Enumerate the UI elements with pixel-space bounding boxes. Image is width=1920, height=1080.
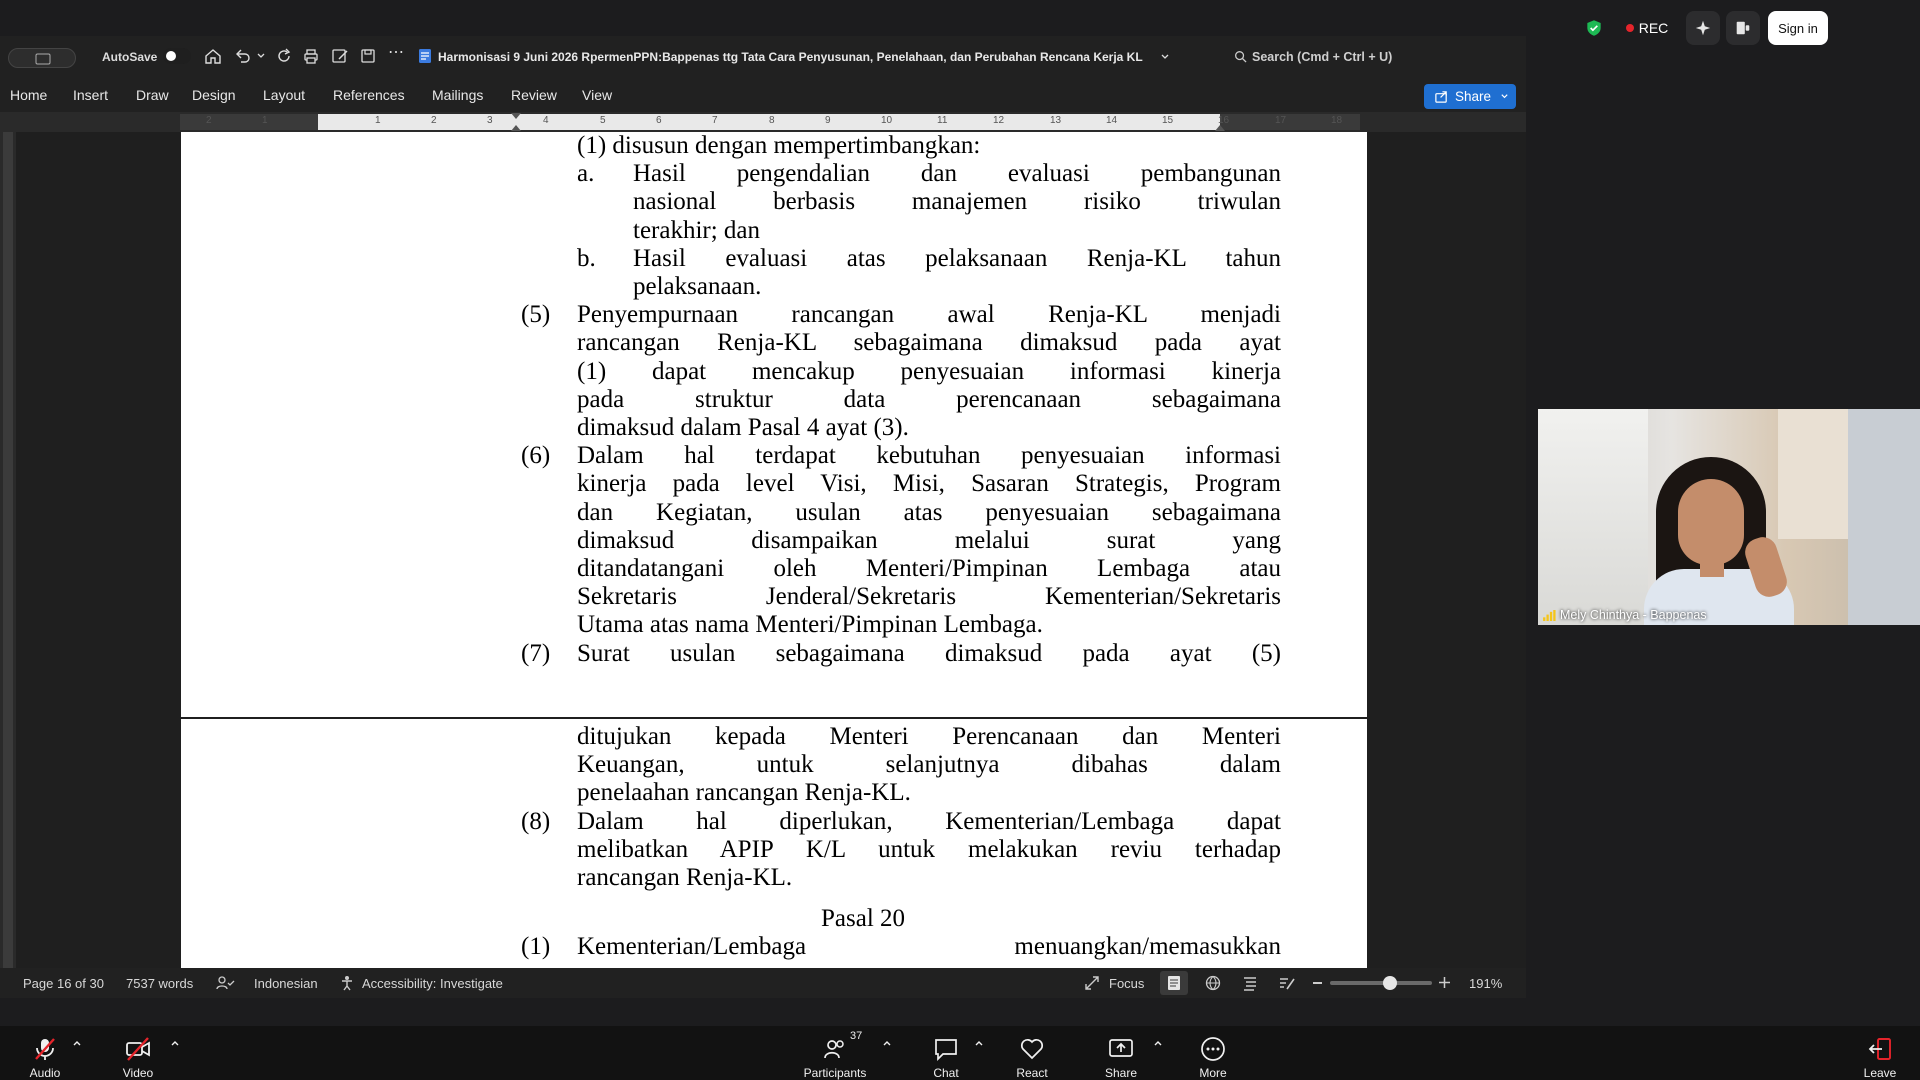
ruler-label: 2 [431, 115, 437, 126]
paragraph-line: melibatkan APIP K/L untuk melakukan reviu terhadap [577, 835, 1281, 863]
paragraph-line: penelaahan rancangan Renja-KL. [577, 779, 911, 807]
audio-options-chevron-icon[interactable] [72, 1038, 82, 1048]
focus-label[interactable]: Focus [1109, 976, 1145, 991]
react-label: React [1016, 1066, 1048, 1080]
ruler-label: 1 [262, 115, 268, 126]
tab-view[interactable]: View [582, 87, 613, 103]
document-title[interactable]: Harmonisasi 9 Juni 2026 RpermenPPN:Bappenas ttg Tata Cara Penyusunan, Penelahaan, dan Perubahan Rencana Kerja KL [438, 50, 1143, 64]
paragraph-line: Hasil pengendalian dan evaluasi pembangunan [633, 160, 1281, 188]
vertical-ruler[interactable] [0, 132, 16, 968]
autosave-label: AutoSave [102, 50, 158, 64]
participants-chevron-icon[interactable] [882, 1038, 892, 1048]
paragraph-number: (5) [521, 301, 551, 329]
more-options-icon[interactable]: ⋯ [388, 44, 404, 61]
sidebar-toggle-button[interactable] [8, 48, 76, 68]
audio-label: Audio [29, 1066, 61, 1080]
ruler-label: 1 [375, 115, 381, 126]
paragraph-line: Dalam hal terdapat kebutuhan penyesuaian informasi [577, 442, 1281, 470]
paragraph-line: Keuangan, untuk selanjutnya dibahas dalam [577, 751, 1281, 779]
paragraph-line: dimaksud disampaikan melalui surat yang [577, 526, 1281, 554]
paragraph-line: Hasil evaluasi atas pelaksanaan Renja-KL tahun [633, 244, 1281, 272]
chat-label: Chat [933, 1066, 959, 1080]
leave-button[interactable] [1860, 1026, 1900, 1080]
zoom-in-icon[interactable] [1439, 977, 1450, 988]
participants-label: Participants [803, 1066, 867, 1080]
zoom-slider[interactable] [1330, 981, 1432, 985]
share-screen-button[interactable] [1101, 1026, 1141, 1080]
title-chevron-down-icon[interactable] [1160, 52, 1170, 62]
search-icon [1234, 50, 1247, 63]
print-layout-button[interactable] [1160, 971, 1188, 995]
participants-count: 37 [850, 1030, 863, 1042]
ruler-label: 3 [487, 115, 493, 126]
tab-mailings[interactable]: Mailings [432, 87, 484, 103]
paragraph-line: ditandatangani oleh Menteri/Pimpinan Lembaga atau [577, 555, 1281, 582]
share-label: Share [1455, 89, 1492, 104]
paragraph-line: kinerja pada level Visi, Misi, Sasaran Strategis, Program [577, 470, 1281, 498]
document-canvas[interactable] [16, 132, 1526, 968]
document-page-17[interactable] [181, 719, 1367, 968]
ruler-label: 9 [825, 115, 831, 126]
autosave-toggle[interactable] [163, 48, 191, 64]
ruler-label: 16 [1218, 115, 1230, 126]
outline-view-icon[interactable] [1242, 975, 1258, 991]
paragraph-line: Sekretaris Jenderal/Sekretaris Kementerian/Sekretaris [577, 583, 1281, 611]
paragraph-number: (6) [521, 442, 551, 470]
chat-icon [933, 1036, 959, 1062]
tab-references[interactable]: References [333, 87, 405, 103]
chat-chevron-icon[interactable] [974, 1038, 984, 1048]
participant-name: Mely Chinthya - Bappenas [1560, 608, 1707, 622]
ruler-label: 13 [1050, 115, 1062, 126]
save-icon[interactable] [359, 47, 377, 65]
ai-companion-button[interactable] [1686, 11, 1720, 45]
video-options-chevron-icon[interactable] [170, 1038, 180, 1048]
more-label: More [1199, 1066, 1227, 1080]
participant-video-tile[interactable] [1538, 409, 1920, 625]
focus-icon[interactable] [1084, 975, 1100, 991]
ruler-label: 5 [600, 115, 606, 126]
home-icon[interactable] [204, 47, 222, 65]
share-screen-icon [1108, 1036, 1134, 1062]
paragraph-line: nasional berbasis manajemen risiko triwulan [633, 188, 1281, 216]
undo-icon[interactable] [233, 47, 251, 65]
share-button[interactable] [1424, 84, 1516, 109]
meeting-controls-bar [0, 1026, 1920, 1080]
proofing-icon[interactable] [215, 975, 235, 991]
apps-button[interactable] [1726, 11, 1760, 45]
ruler-label: 14 [1106, 115, 1118, 126]
paragraph-line: dan Kegiatan, usulan atas penyesuaian sebagaimana [577, 498, 1281, 526]
paragraph-line: Kementerian/Lembaga menuangkan/memasukkan [577, 933, 1281, 960]
ruler-label: 8 [769, 115, 775, 126]
ruler-label: 17 [1275, 115, 1287, 126]
share-screen-chevron-icon[interactable] [1153, 1038, 1163, 1048]
document-icon [418, 48, 432, 64]
tab-insert[interactable]: Insert [73, 87, 109, 103]
title-bar [0, 36, 1526, 78]
paragraph-line: (1) disusun dengan mempertimbangkan: [577, 132, 981, 159]
tab-layout[interactable]: Layout [263, 87, 306, 103]
document-page-16[interactable] [181, 132, 1367, 717]
paragraph-number: b. [577, 244, 596, 272]
tab-review[interactable]: Review [511, 87, 557, 103]
article-heading: Pasal 20 [821, 905, 906, 932]
paragraph-number: (8) [521, 807, 551, 835]
print-icon[interactable] [302, 47, 320, 65]
undo-dropdown-chevron-icon[interactable] [256, 51, 266, 61]
encryption-shield-icon[interactable] [1576, 11, 1612, 45]
paragraph-line: ditujukan kepada Menteri Perencanaan dan Menteri [577, 723, 1281, 750]
page-count-status[interactable]: Page 16 of 30 [23, 976, 104, 991]
paragraph-line: dimaksud dalam Pasal 4 ayat (3). [577, 414, 909, 441]
language-status[interactable]: Indonesian [254, 976, 318, 991]
zoom-out-icon[interactable] [1313, 982, 1322, 984]
ruler-label: 6 [656, 115, 662, 126]
audio-button[interactable] [24, 1026, 66, 1080]
redo-icon[interactable] [275, 47, 293, 65]
participant-name-tag [1538, 605, 1707, 625]
accessibility-status[interactable]: Accessibility: Investigate [362, 976, 503, 991]
zoom-level[interactable]: 191% [1469, 976, 1503, 991]
muted-microphone-icon [32, 1036, 58, 1062]
video-label: Video [122, 1066, 154, 1080]
right-indent-marker-icon[interactable] [1214, 120, 1226, 132]
heart-icon [1019, 1036, 1045, 1062]
share-icon [1434, 89, 1449, 104]
paragraph-line: rancangan Renja-KL sebagaimana dimaksud pada ayat [577, 329, 1281, 357]
video-off-icon [125, 1036, 151, 1062]
word-count-status[interactable]: 7537 words [126, 976, 194, 991]
search-box[interactable] [1230, 44, 1450, 70]
ruler-label: 7 [712, 115, 718, 126]
chat-button[interactable] [926, 1026, 966, 1080]
ruler-label: 12 [993, 115, 1005, 126]
indent-marker-icon[interactable] [510, 112, 522, 132]
ruler-label: 18 [1331, 115, 1343, 126]
share-screen-label: Share [1104, 1066, 1138, 1080]
leave-label: Leave [1863, 1066, 1897, 1080]
tab-design[interactable]: Design [192, 87, 236, 103]
rec-label: REC [1638, 20, 1669, 36]
tab-draw[interactable]: Draw [136, 87, 169, 103]
ruler-label: 11 [937, 115, 948, 126]
paragraph-line: Utama atas nama Menteri/Pimpinan Lembaga. [577, 611, 1043, 639]
ruler-label: 10 [881, 115, 893, 126]
zoom-top-controls [1520, 0, 1920, 58]
react-button[interactable] [1012, 1026, 1052, 1080]
ruler-label: 15 [1162, 115, 1174, 126]
ruler-label: 4 [543, 115, 549, 126]
status-bar [0, 968, 1526, 998]
editor-icon[interactable] [331, 47, 349, 65]
horizontal-ruler[interactable] [0, 112, 1526, 132]
paragraph-line: terakhir; dan [633, 216, 761, 244]
sign-in-button[interactable] [1768, 11, 1828, 45]
video-button[interactable] [118, 1026, 158, 1080]
rec-dot-icon [1626, 24, 1634, 32]
paragraph-line: Penyempurnaan rancangan awal Renja-KL menjadi [577, 301, 1281, 329]
word-window [0, 36, 1526, 998]
paragraph-line: (1) dapat mencakup penyesuaian informasi kinerja [577, 357, 1281, 385]
search-placeholder: Search (Cmd + Ctrl + U) [1252, 50, 1393, 64]
more-icon [1200, 1036, 1226, 1062]
ribbon-tabs [0, 78, 1526, 112]
paragraph-number: (7) [521, 639, 551, 667]
paragraph-line: rancangan Renja-KL. [577, 864, 793, 891]
participants-icon [822, 1036, 848, 1062]
ruler-label: 2 [206, 115, 212, 126]
accessibility-icon[interactable] [339, 975, 355, 991]
more-button[interactable] [1193, 1026, 1233, 1080]
leave-icon [1867, 1036, 1893, 1062]
paragraph-number: a. [577, 160, 595, 188]
zoom-slider-thumb[interactable] [1383, 976, 1397, 990]
draft-view-icon[interactable] [1278, 975, 1296, 991]
web-layout-icon[interactable] [1205, 975, 1221, 991]
signal-strength-icon [1543, 610, 1556, 621]
tab-home[interactable]: Home [10, 87, 48, 103]
print-layout-icon [1167, 975, 1181, 991]
paragraph-line: pada struktur data perencanaan sebagaimana [577, 385, 1281, 413]
share-chevron-icon [1500, 92, 1509, 101]
paragraph-line: pelaksanaan. [633, 273, 762, 300]
sign-in-label: Sign in [1778, 20, 1818, 36]
recording-indicator[interactable] [1618, 11, 1676, 45]
paragraph-line: Dalam hal diperlukan, Kementerian/Lembaga dapat [577, 807, 1281, 835]
paragraph-number: (1) [521, 933, 551, 960]
paragraph-line: Surat usulan sebagaimana dimaksud pada ayat (5) [577, 639, 1281, 667]
